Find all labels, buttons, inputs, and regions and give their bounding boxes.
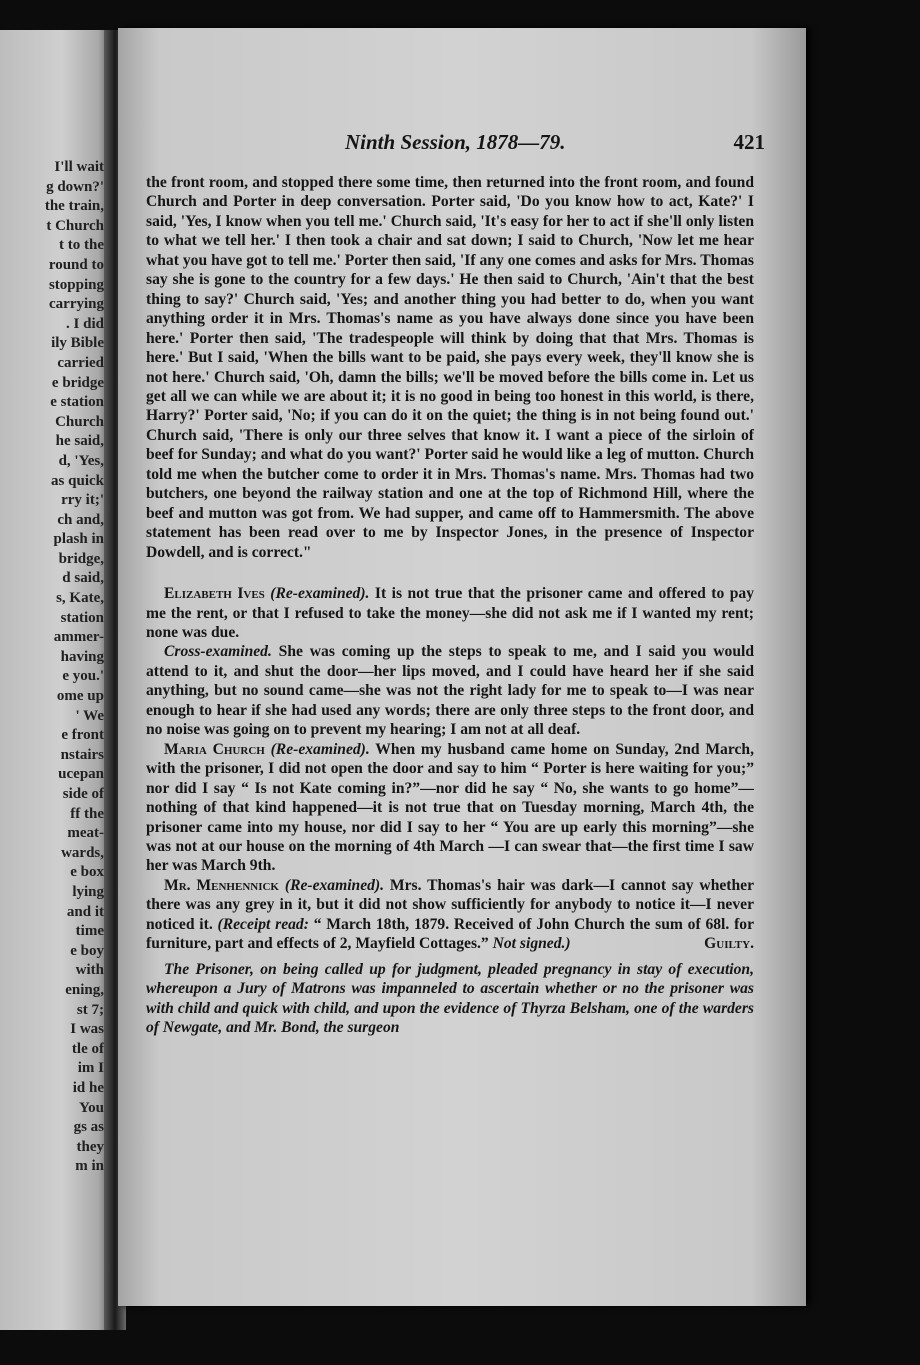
left-page-line: d said,: [62, 570, 104, 587]
witness-name-menhennick: Mr. Menhennick: [164, 876, 279, 894]
left-page-line: plash in: [53, 531, 104, 548]
left-page-line: ening,: [65, 981, 104, 998]
running-title: Ninth Session, 1878—79.: [345, 130, 566, 154]
left-page-line: carrying: [49, 296, 104, 313]
left-page-line: round to: [48, 256, 104, 273]
menhennick-label: (Re-examined).: [284, 876, 385, 894]
cross-label: Cross-examined.: [164, 643, 272, 661]
left-page-line: e box: [70, 864, 104, 881]
left-page-line: . I did: [66, 315, 104, 332]
left-page-line: ome up: [56, 688, 104, 705]
left-page-line: id he: [72, 1079, 104, 1096]
cross-text: She was coming up the steps to speak to me, and I said you would attend to it, and shut the door—her lips moved, and I could have heard her if she said anything, but no sound came—she was not the right lady for me to speak to—I was near enough to hear if she had used any words; there are only three steps to the front door, and no noise was going on to prevent my hearing; I am not at all deaf.: [146, 643, 754, 739]
left-page-line: carried: [57, 354, 104, 371]
left-page-line: and it: [66, 903, 104, 920]
receipt-label: (Receipt read:: [217, 915, 309, 933]
left-page-line: ucepan: [58, 766, 104, 783]
left-page-line: s, Kate,: [56, 590, 104, 607]
left-page-line: the train,: [44, 198, 104, 215]
left-page-line: ch and,: [57, 511, 104, 528]
left-page-line: You: [78, 1099, 104, 1116]
left-page-line: tle of: [71, 1040, 104, 1057]
ives-paragraph: [146, 584, 754, 642]
left-page-line: ff the: [70, 805, 104, 822]
left-page-line: time: [75, 923, 104, 940]
ives-text: It is not true that the prisoner came and offered to pay me the rent, or that I refused to take the money—she did not ask me if I wanted my rent; none was due.: [146, 585, 754, 641]
menhennick-text: Mrs. Thomas's hair was dark—I cannot say whether there was any grey in it, but it did not show sufficiently for anybody to notice it—I never noticed it.: [146, 876, 754, 933]
left-page-line: meat-: [67, 825, 104, 842]
church-text: When my husband came home on Sunday, 2nd March, with the prisoner, I did not open the door and say to him “ Porter is here waiting for you;” nor did I say “ Is not Kate coming in?”—nor did he say “ No, she wants to go home”—nothing of that kind happened—it is not true that on Tuesday morning, March 4th, the prisoner came into my house, nor did I say to her “ You are up early this morning”—she was not at our house on the morning of 4th March —I can swear that—the first time I saw her was March 9th.: [146, 740, 754, 875]
left-page-line: m in: [75, 1158, 104, 1175]
final-paragraph: The Prisoner, on being called up for judgment, pleaded pregnancy in stay of execution, whereupon a Jury of Matrons was impanneled to ascertain whether or no the prisoner was with child and quick with child, and upon the evidence of Thyrza Belsham, one of the warders of Newgate, and Mr. Bond, the surgeon: [146, 960, 754, 1037]
left-page-line: side of: [62, 786, 104, 802]
left-page-line: they: [76, 1138, 104, 1155]
left-page-line: e bridge: [51, 374, 104, 391]
cross-paragraph: [146, 642, 754, 739]
left-page: [0, 30, 112, 1330]
left-page-line: t Church: [46, 217, 104, 234]
church-paragraph: [146, 740, 754, 876]
witness-name-church: Maria Church: [164, 740, 265, 758]
statement-paragraph: the front room, and stopped there some time, then returned into the front room, and found Church and Porter in deep conversation. Porter said, 'Do you know how to act, Kate?' I said, 'Yes, I know when you tell me.' Church said, 'It's easy for her to act if she'll only listen to what we tell her.' I then took a chair and sat down; I said to Church, 'Now let me hear what you have got to tell me.' Porter then said, 'If any one comes and asks for Mrs. Thomas say she is gone to the country for a few days.' He then said to Church, 'Ain't that the best thing to say?' Church said, 'Yes; and another thing you had better to do, when you want anything order it in Mrs. Thomas's name as you have always done since you have been here.' Porter then said, 'The tradespeople will think by doing that that Mrs. Thomas is here.' But I said, 'When the bills want to be paid, she pays every week, they'll know she is not here.' Church said, 'Oh, damn the bills; we'll be moved before the bills come in. Let us get all we can while we are about it; it is no good in being too honest in this world, is there, Harry?' Porter said, 'No; if you can do it on the quiet; the thing is in not being found out.' Church said, 'There is only our three selves that know it. I want a piece of the sirloin of beef for Sunday; and what do you want?' Porter said he would like a leg of mutton. Church told me when the butcher come to order it in Mrs. Thomas's name. Mrs. Thomas had two butchers, one beyond the railway station and one at the top of Richmond Hill, where the beef and mutton was got from. We had supper, and came off to Hammersmith. The above statement has been read over to me by Inspector Jones, in the presence of Inspector Dowdell, and is correct.": [146, 174, 754, 561]
left-page-line: lying: [72, 883, 104, 900]
not-signed: Not signed.): [492, 935, 571, 953]
left-page-line: e boy: [70, 942, 104, 959]
left-page-line: having: [60, 648, 104, 665]
church-label: (Re-examined).: [270, 740, 370, 758]
page-number: 421: [733, 130, 765, 154]
left-page-line: nstairs: [60, 746, 104, 763]
page-body: [146, 173, 754, 1037]
left-page-line: ammer-: [53, 629, 104, 646]
verdict: Guilty.: [704, 935, 754, 953]
left-page-line: gs as: [73, 1119, 104, 1136]
left-page-line: station: [60, 609, 104, 626]
left-page-line: g down?': [46, 178, 104, 195]
left-page-line: wards,: [61, 844, 104, 861]
left-page-line: with: [75, 962, 104, 979]
receipt-text: “ March 18th, 1879. Received of John Church the sum of 68l. for furniture, part and effects of 2, Mayfield Cottages.”: [146, 915, 754, 953]
left-page-line: ' We: [75, 707, 104, 724]
left-page-line: I'll wait: [54, 159, 104, 175]
left-page-line: e front: [61, 727, 104, 744]
left-page-line: ily Bible: [51, 335, 104, 352]
left-page-line: stopping: [48, 276, 104, 293]
left-page-line: bridge,: [58, 550, 104, 567]
ives-label: (Re-examined).: [270, 585, 370, 603]
left-page-line: rry it;': [61, 492, 104, 509]
left-page-line: as quick: [51, 472, 104, 489]
left-page-line: Church: [55, 413, 104, 430]
left-page-text: [0, 158, 104, 1177]
menhennick-paragraph: [146, 876, 754, 954]
left-page-line: t to the: [59, 237, 104, 254]
left-page-line: I was: [70, 1021, 104, 1038]
left-page-line: st 7;: [76, 1001, 104, 1018]
left-page-line: d, 'Yes,: [58, 452, 104, 469]
page-header: [345, 130, 765, 160]
left-page-line: e station: [50, 394, 104, 411]
left-page-line: im I: [77, 1060, 104, 1077]
left-page-line: he said,: [55, 433, 104, 450]
left-page-line: e you.': [62, 668, 104, 685]
witness-name-ives: Elizabeth Ives: [164, 585, 265, 603]
